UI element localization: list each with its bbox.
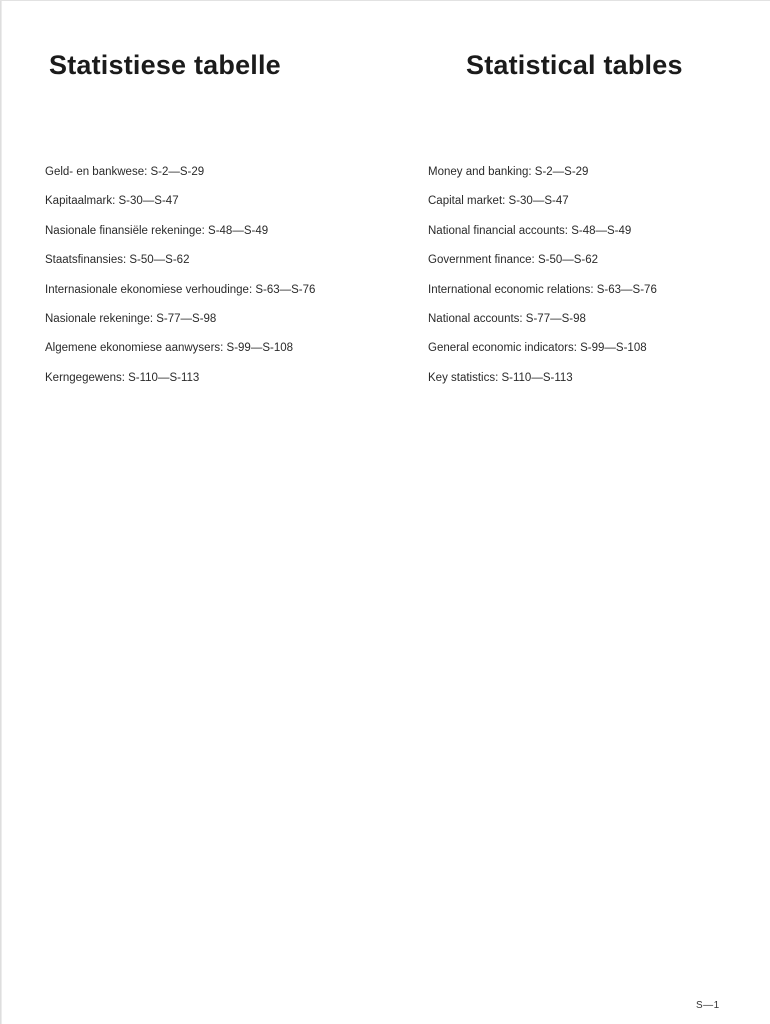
page-edge [0,0,2,1024]
english-contents-list [428,163,657,398]
list-item: National accounts: S-77—S-98 [428,312,586,325]
page-number: S—1 [696,1000,720,1011]
list-item: Capital market: S-30—S-47 [428,195,569,208]
list-item: General economic indicators: S-99—S-108 [428,342,647,355]
list-item: Kerngegewens: S-110—S-113 [45,371,200,384]
list-item: Kapitaalmark: S-30—S-47 [45,195,179,208]
list-item: Staatsfinansies: S-50—S-62 [45,254,190,267]
list-item: International economic relations: S-63—S-76 [428,283,657,296]
list-item: Nasionale rekeninge: S-77—S-98 [45,312,217,325]
afrikaans-heading: Statistiese tabelle [49,50,281,80]
list-item: Key statistics: S-110—S-113 [428,371,573,384]
afrikaans-contents-list [45,163,315,398]
list-item: Nasionale finansiële rekeninge: S-48—S-49 [45,224,269,237]
list-item: Money and banking: S-2—S-29 [428,166,589,178]
page-top-edge [0,0,770,1]
english-heading: Statistical tables [466,50,683,80]
list-item: Geld- en bankwese: S-2—S-29 [45,166,205,178]
list-item: National financial accounts: S-48—S-49 [428,224,632,237]
list-item: Government finance: S-50—S-62 [428,254,599,267]
list-item: Internasionale ekonomiese verhoudinge: S-63—S-76 [45,283,316,296]
list-item: Algemene ekonomiese aanwysers: S-99—S-108 [45,342,294,355]
